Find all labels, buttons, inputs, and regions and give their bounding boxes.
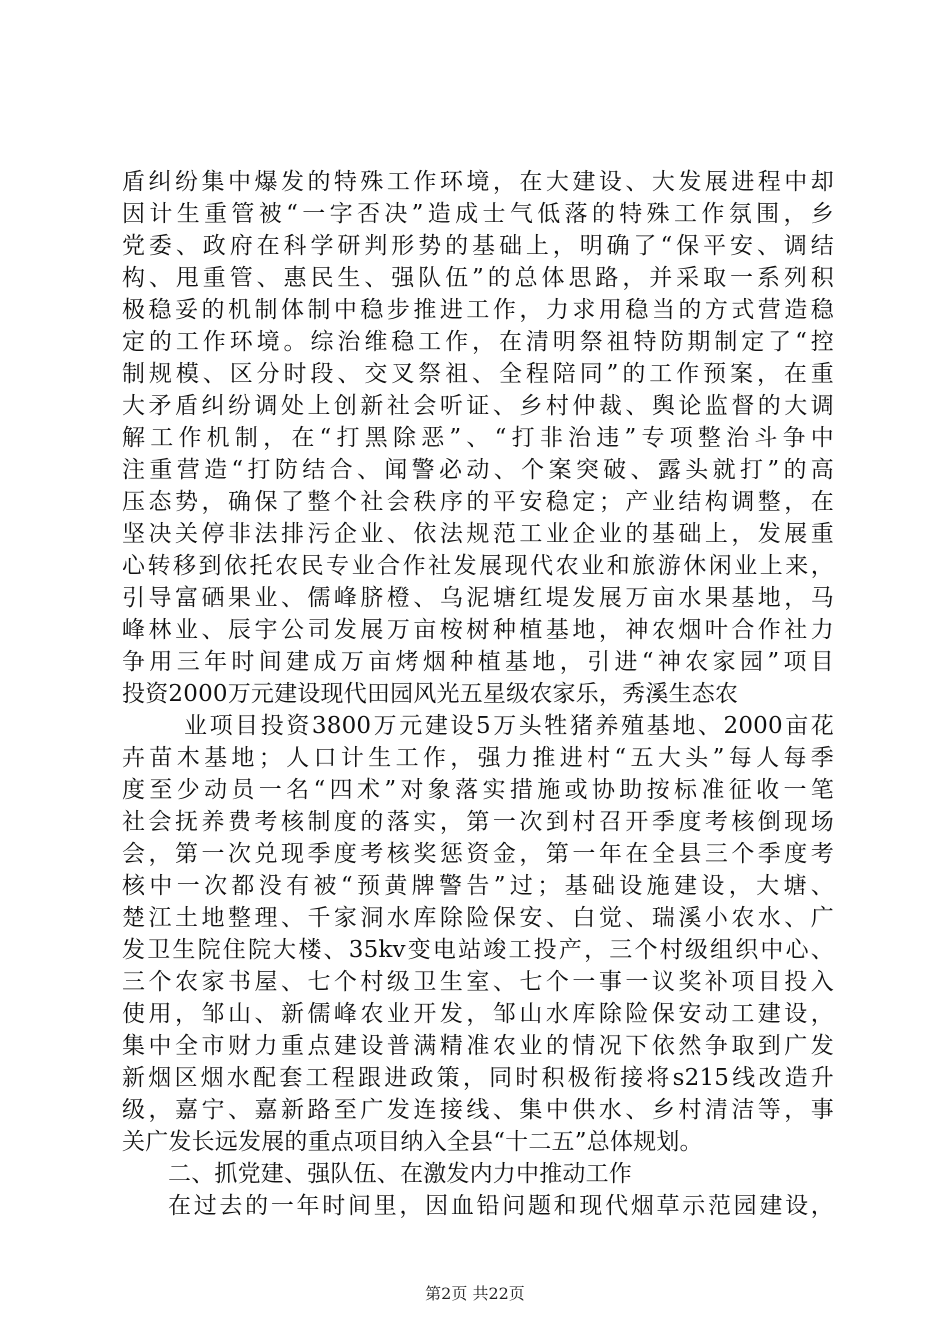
text-line: 坚决关停非法排污企业、依法规范工业企业的基础上，发展重 xyxy=(122,521,834,547)
text-line: 争用三年时间建成万亩烤烟种植基地，引进“神农家园”项目 xyxy=(122,649,834,675)
text-line: 党委、政府在科学研判形势的基础上，明确了“保平安、调结 xyxy=(122,233,834,259)
text-line: 新烟区烟水配套工程跟进政策，同时积极衔接将s215线改造升 xyxy=(122,1065,834,1091)
section-heading: 二、抓党建、强队伍、在激发内力中推动工作 xyxy=(168,1161,632,1187)
text-line: 发卫生院住院大楼、35kv变电站竣工投产，三个村级组织中心、 xyxy=(122,937,834,963)
text-line: 定的工作环境。综治维稳工作，在清明祭祖特防期制定了“控 xyxy=(122,329,834,355)
text-line: 制规模、区分时段、交叉祭祖、全程陪同”的工作预案，在重 xyxy=(122,361,834,387)
text-line: 楚江土地整理、千家洞水库除险保安、白觉、瑞溪小农水、广 xyxy=(122,905,834,931)
text-line: 大矛盾纠纷调处上创新社会听证、乡村仲裁、舆论监督的大调 xyxy=(122,393,834,419)
text-line: 度至少动员一名“四术”对象落实措施或协助按标准征收一笔 xyxy=(122,777,834,803)
text-line: 盾纠纷集中爆发的特殊工作环境，在大建设、大发展进程中却 xyxy=(122,169,834,195)
text-line: 集中全市财力重点建设普满精准农业的情况下依然争取到广发 xyxy=(122,1033,834,1059)
text-line: 卉苗木基地；人口计生工作，强力推进村“五大头”每人每季 xyxy=(122,745,834,771)
text-line: 会，第一次兑现季度考核奖惩资金，第一年在全县三个季度考 xyxy=(122,841,834,867)
text-line: 峰林业、辰宇公司发展万亩桉树种植基地，神农烟叶合作社力 xyxy=(122,617,834,643)
text-line: 解工作机制，在“打黑除恶”、“打非治违”专项整治斗争中 xyxy=(122,425,834,451)
text-line: 构、甩重管、惠民生、强队伍”的总体思路，并采取一系列积 xyxy=(122,265,834,291)
text-line: 关广发长远发展的重点项目纳入全县“十二五”总体规划。 xyxy=(122,1129,703,1155)
text-line: 使用，邹山、新儒峰农业开发，邹山水库除险保安动工建设， xyxy=(122,1001,834,1027)
text-line: 引导富硒果业、儒峰脐橙、乌泥塘红堤发展万亩水果基地，马 xyxy=(122,585,834,611)
text-line: 社会抚养费考核制度的落实，第一次到村召开季度考核倒现场 xyxy=(122,809,834,835)
page-number: 第2页 共22页 xyxy=(425,1284,525,1303)
text-line: 注重营造“打防结合、闻警必动、个案突破、露头就打”的高 xyxy=(122,457,834,483)
text-line: 三个农家书屋、七个村级卫生室、七个一事一议奖补项目投入 xyxy=(122,969,834,995)
text-line: 压态势，确保了整个社会秩序的平安稳定；产业结构调整，在 xyxy=(122,489,834,515)
text-line: 极稳妥的机制体制中稳步推进工作，力求用稳当的方式营造稳 xyxy=(122,297,834,323)
body-text xyxy=(122,166,834,1222)
text-line: 业项目投资3800万元建设5万头牲猪养殖基地、2000亩花 xyxy=(184,713,834,739)
text-line: 级，嘉宁、嘉新路至广发连接线、集中供水、乡村清洁等，事 xyxy=(122,1097,834,1123)
text-line: 核中一次都没有被“预黄牌警告”过；基础设施建设，大塘、 xyxy=(122,873,834,899)
text-line: 在过去的一年时间里，因血铅问题和现代烟草示范园建设， xyxy=(168,1193,834,1219)
text-line: 因计生重管被“一字否决”造成士气低落的特殊工作氛围，乡 xyxy=(122,201,834,227)
text-line: 心转移到依托农民专业合作社发展现代农业和旅游休闲业上来， xyxy=(122,553,834,579)
text-line: 投资2000万元建设现代田园风光五星级农家乐，秀溪生态农 xyxy=(122,681,739,707)
